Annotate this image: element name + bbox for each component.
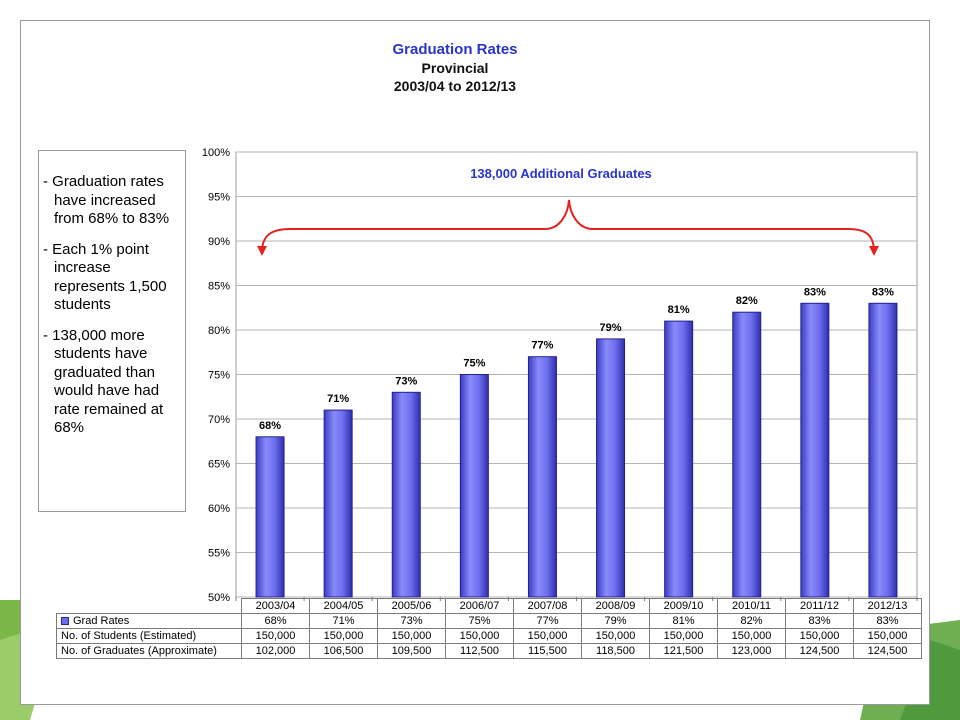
table-col-header: 2009/10 — [650, 599, 718, 614]
table-cell: 150,000 — [378, 629, 446, 644]
table-row-label — [57, 614, 242, 629]
table-cell: 150,000 — [718, 629, 786, 644]
bar — [324, 410, 352, 597]
y-tick-label: 65% — [207, 458, 230, 471]
bar — [460, 375, 488, 598]
note-1: - Graduation rates have increased from 68% to 83% — [43, 173, 170, 227]
bar-value-label: 81% — [667, 304, 690, 317]
table-cell: 79% — [582, 614, 650, 629]
note-2: - Each 1% point increase represents 1,500 students — [43, 240, 167, 313]
table-cell: 121,500 — [650, 644, 718, 659]
table-cell: 115,500 — [514, 644, 582, 659]
table-cell: 77% — [514, 614, 582, 629]
table-cell: 102,000 — [242, 644, 310, 659]
y-tick-label: 70% — [207, 414, 230, 426]
data-table — [56, 598, 922, 659]
table-cell: 150,000 — [854, 629, 922, 644]
note-3: - 138,000 more students have graduated than would have had rate remained at 68% — [43, 326, 164, 436]
table-col-header: 2004/05 — [310, 599, 378, 614]
table-row — [57, 629, 922, 644]
y-tick-label: 75% — [207, 369, 230, 382]
table-cell: 150,000 — [582, 629, 650, 644]
bar-value-label: 82% — [735, 295, 758, 308]
y-tick-label: 85% — [207, 280, 230, 293]
table-cell: 123,000 — [718, 644, 786, 659]
table-col-header: 2010/11 — [718, 599, 786, 614]
annotation-text: 138,000 Additional Graduates — [470, 166, 652, 181]
table-cell: 106,500 — [310, 644, 378, 659]
bar-value-label: 79% — [599, 321, 622, 334]
y-tick-label: 100% — [201, 147, 230, 159]
y-tick-label: 50% — [207, 592, 230, 604]
bar-value-label: 71% — [327, 393, 350, 406]
table-cell: 124,500 — [786, 644, 854, 659]
table-header-row — [57, 599, 922, 614]
table-row — [57, 644, 922, 659]
bar — [665, 321, 693, 597]
table-col-header: 2005/06 — [378, 599, 446, 614]
table-corner — [57, 599, 242, 614]
table-cell: 150,000 — [310, 629, 378, 644]
y-tick-label: 80% — [207, 325, 230, 337]
table-cell: 71% — [310, 614, 378, 629]
table-cell: 75% — [446, 614, 514, 629]
table-cell: 150,000 — [786, 629, 854, 644]
table-cell: 150,000 — [514, 629, 582, 644]
y-tick-label: 95% — [207, 191, 230, 204]
bar-value-label: 77% — [531, 339, 554, 352]
table-cell: 150,000 — [650, 629, 718, 644]
chart-subtitle: Provincial — [421, 60, 489, 76]
table-cell: 109,500 — [378, 644, 446, 659]
table-cell: 112,500 — [446, 644, 514, 659]
y-tick-label: 55% — [207, 547, 230, 560]
table-col-header: 2012/13 — [854, 599, 922, 614]
bar — [528, 357, 556, 597]
bar-value-label: 83% — [871, 286, 894, 299]
table-col-header: 2007/08 — [514, 599, 582, 614]
table-col-header: 2003/04 — [242, 599, 310, 614]
chart-title: Graduation Rates — [392, 41, 518, 58]
table-cell: 83% — [786, 614, 854, 629]
table-cell: 118,500 — [582, 644, 650, 659]
bar — [733, 312, 761, 597]
bar — [597, 339, 625, 597]
chart-period: 2003/04 to 2012/13 — [393, 78, 517, 94]
table-col-header: 2006/07 — [446, 599, 514, 614]
table-cell: 150,000 — [446, 629, 514, 644]
table-cell: 82% — [718, 614, 786, 629]
table-row — [57, 614, 922, 629]
bar — [801, 303, 829, 597]
table-cell: 83% — [854, 614, 922, 629]
table-row-label: No. of Students (Estimated) — [57, 629, 242, 644]
table-cell: 150,000 — [242, 629, 310, 644]
bar-value-label: 75% — [463, 357, 486, 370]
table-cell: 124,500 — [854, 644, 922, 659]
bar-value-label: 73% — [395, 375, 418, 388]
table-cell: 81% — [650, 614, 718, 629]
bar — [869, 303, 897, 597]
legend-label: Grad Rates — [73, 615, 130, 627]
bar-value-label: 83% — [803, 286, 826, 299]
table-col-header: 2008/09 — [582, 599, 650, 614]
y-tick-label: 60% — [207, 503, 230, 515]
table-row-label: No. of Graduates (Approximate) — [57, 644, 242, 659]
bar-value-label: 68% — [259, 419, 282, 432]
table-cell: 68% — [242, 614, 310, 629]
bar — [392, 392, 420, 597]
y-tick-label: 90% — [207, 236, 230, 248]
table-col-header: 2011/12 — [786, 599, 854, 614]
legend-key-icon — [61, 617, 69, 625]
bar — [256, 437, 284, 597]
table-cell: 73% — [378, 614, 446, 629]
